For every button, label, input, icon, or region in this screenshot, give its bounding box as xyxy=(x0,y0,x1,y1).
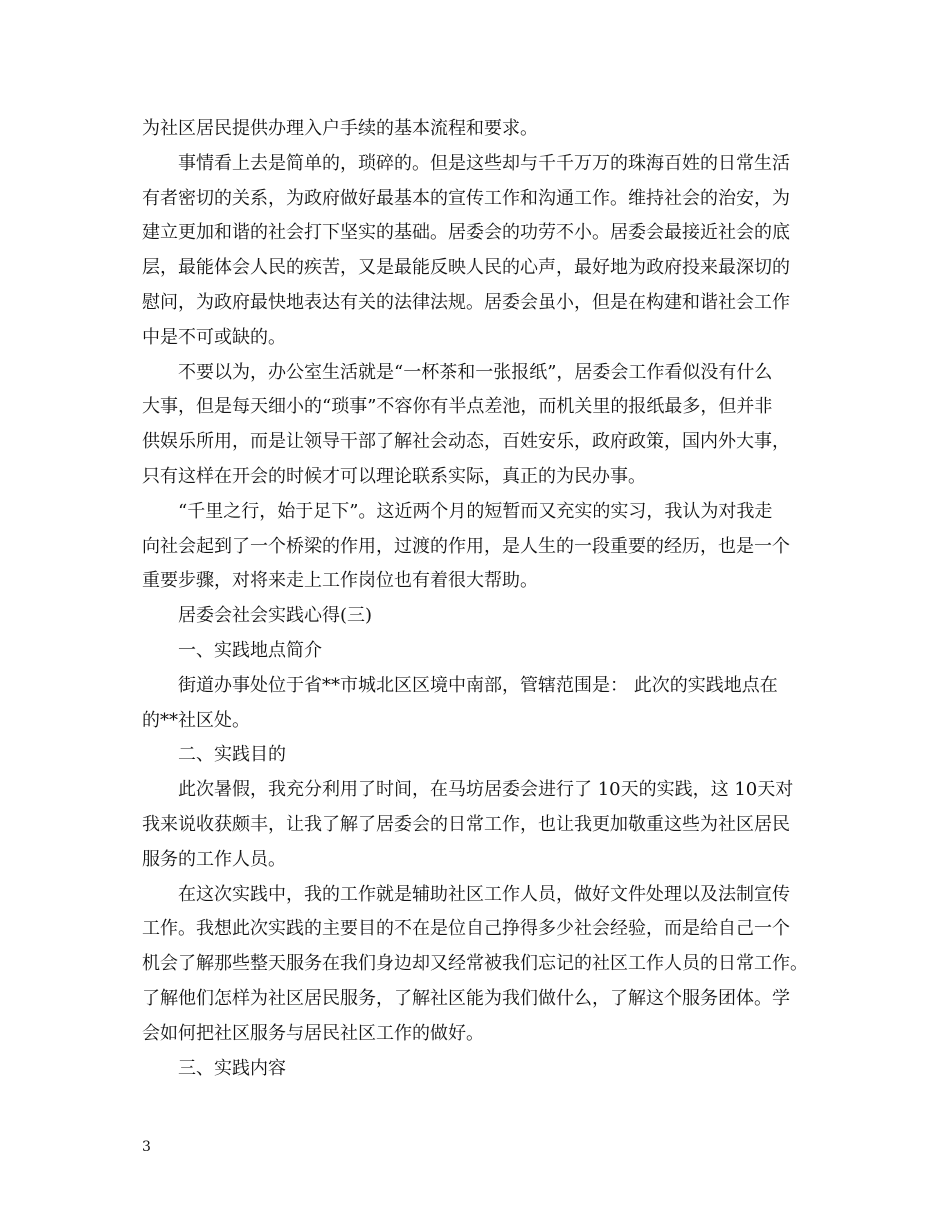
text-line: 供娱乐所用，而是让领导干部了解社会动态，百姓安乐，政府政策，国内外大事， xyxy=(142,431,790,453)
text-line: 此次暑假，我充分利用了时间，在马坊居委会进行了 10天的实践，这 10天对 xyxy=(178,779,794,801)
text-line: 有者密切的关系，为政府做好最基本的宣传工作和沟通工作。维持社会的治安，为 xyxy=(142,187,790,209)
text-line: 事情看上去是简单的，琐碎的。但是这些却与千千万万的珠海百姓的日常生活 xyxy=(178,152,790,174)
text-line: 中是不可或缺的。 xyxy=(142,326,286,348)
text-line: 机会了解那些整天服务在我们身边却又经常被我们忘记的社区工作人员的日常工作。 xyxy=(142,953,808,975)
text-line: “千里之行，始于足下”。这近两个月的短暂而又充实的实习，我认为对我走 xyxy=(178,500,773,522)
text-line: 建立更加和谐的社会打下坚实的基础。居委会的功劳不小。居委会最接近社会的底 xyxy=(142,222,790,244)
text-line: 重要步骤，对将来走上工作岗位也有着很大帮助。 xyxy=(142,570,538,592)
text-line: 在这次实践中，我的工作就是辅助社区工作人员，做好文件处理以及法制宣传 xyxy=(178,883,790,905)
text-line: 大事，但是每天细小的“琐事”不容你有半点差池，而机关里的报纸最多，但并非 xyxy=(142,396,773,418)
text-line: 居委会社会实践心得(三) xyxy=(178,605,373,627)
text-line: 会如何把社区服务与居民社区工作的做好。 xyxy=(142,1022,484,1044)
text-line: 为社区居民提供办理入户手续的基本流程和要求。 xyxy=(142,118,538,139)
text-line: 街道办事处位于省**市城北区区境中南部，管辖范围是： 此次的实践地点在 xyxy=(178,674,778,696)
text-line: 慰问，为政府最快地表达有关的法律法规。居委会虽小，但是在构建和谐社会工作 xyxy=(142,291,790,313)
text-line: 只有这样在开会的时候才可以理论联系实际，真正的为民办事。 xyxy=(142,465,646,487)
text-line: 层，最能体会人民的疾苦，又是最能反映人民的心声，最好地为政府投来最深切的 xyxy=(142,257,790,279)
text-line: 工作。我想此次实践的主要目的不在是位自己挣得多少社会经验，而是给自己一个 xyxy=(142,918,790,940)
text-line: 三、实践内容 xyxy=(178,1057,286,1079)
text-line: 不要以为，办公室生活就是“一杯茶和一张报纸”，居委会工作看似没有什么 xyxy=(178,361,773,383)
page-number: 3 xyxy=(142,1139,151,1155)
text-line: 向社会起到了一个桥梁的作用，过渡的作用，是人生的一段重要的经历，也是一个 xyxy=(142,535,790,557)
text-line: 了解他们怎样为社区居民服务，了解社区能为我们做什么，了解这个服务团体。学 xyxy=(142,987,790,1009)
text-line: 一、实践地点简介 xyxy=(178,639,322,661)
text-line: 的**社区处。 xyxy=(142,709,250,731)
text-line: 二、实践目的 xyxy=(178,744,286,766)
text-line: 我来说收获颇丰，让我了解了居委会的日常工作，也让我更加敬重这些为社区居民 xyxy=(142,813,790,835)
document-body xyxy=(142,112,814,1086)
text-line: 服务的工作人员。 xyxy=(142,848,286,870)
